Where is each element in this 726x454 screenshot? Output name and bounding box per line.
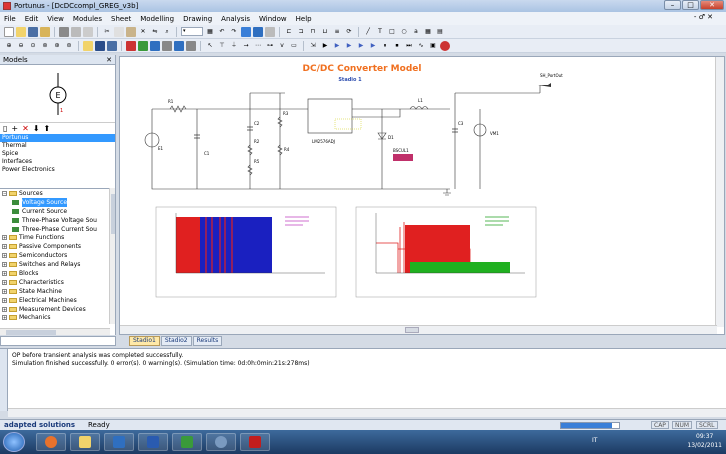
output-panel: [0, 348, 726, 410]
select-arrow-icon[interactable]: ↖: [207, 41, 213, 49]
label-r5: R5: [254, 159, 260, 164]
title-bar: [0, 0, 726, 12]
library-item[interactable]: Thermal: [2, 142, 27, 149]
menu-modules[interactable]: Modules: [72, 14, 103, 23]
align-left-icon[interactable]: ⊏: [286, 27, 292, 35]
remove-icon[interactable]: ✕: [22, 124, 29, 133]
taskbar: [0, 430, 726, 454]
component-icon: [12, 227, 19, 232]
scroll-indicator: SCRL: [696, 421, 718, 429]
wire-icon[interactable]: ⊤: [219, 41, 225, 49]
zoom-in-icon[interactable]: ⊕: [6, 41, 12, 49]
open-icon[interactable]: [16, 27, 26, 37]
print-preview-icon[interactable]: [71, 27, 81, 37]
switch-block[interactable]: [393, 154, 413, 161]
ellipse-icon[interactable]: ○: [401, 27, 407, 35]
op-icon[interactable]: ⏭: [406, 41, 412, 49]
zoom-fit-icon[interactable]: ⊚: [42, 41, 48, 49]
module-icon[interactable]: [253, 27, 263, 37]
status-text: Ready: [88, 421, 110, 429]
move-down-icon[interactable]: ⬇: [32, 124, 40, 133]
module-block-icon[interactable]: ▭: [291, 41, 297, 49]
label-vm1: VM1: [490, 131, 499, 136]
mdi-controls[interactable]: - ♂ ✕: [693, 13, 713, 21]
library-list: [0, 134, 115, 174]
app-icon: [3, 2, 11, 10]
label-r1: R1: [168, 99, 174, 104]
add-icon[interactable]: +: [11, 124, 19, 133]
explorer-taskbar-button[interactable]: [70, 433, 100, 451]
align-bottom-icon[interactable]: ⊔: [322, 27, 328, 35]
tree-item[interactable]: + Blocks: [3, 269, 39, 277]
binoculars-icon[interactable]: ⌕: [165, 27, 169, 35]
label-r3: R3: [283, 111, 289, 116]
minimize-button[interactable]: –: [664, 0, 681, 10]
text-icon[interactable]: T: [378, 27, 382, 35]
folder-icon: [9, 307, 17, 312]
library-item[interactable]: Power Electronics: [2, 166, 55, 173]
grid-view-icon[interactable]: ▤: [437, 27, 443, 35]
rect-icon[interactable]: □: [389, 27, 395, 35]
media-taskbar-button[interactable]: [206, 433, 236, 451]
folder-icon: [9, 298, 17, 303]
arrow-right-icon[interactable]: →: [243, 41, 249, 49]
standard-toolbar: [0, 25, 726, 39]
simulation-toolbar: [0, 39, 726, 53]
folder-icon: [9, 191, 17, 196]
label-icon[interactable]: ⊶: [267, 41, 273, 49]
window-title: Portunus - [DcDCcompl_GREG_v3b]: [14, 2, 139, 10]
record-icon[interactable]: [440, 41, 450, 51]
clock-time: 09:37: [696, 433, 714, 440]
waveform-plot-2[interactable]: [356, 207, 536, 297]
folder-icon: [9, 271, 17, 276]
tree-item[interactable]: Three-Phase Voltage Sou: [0, 216, 110, 225]
doc-icon[interactable]: ▯: [3, 124, 8, 133]
cut-icon[interactable]: ✂: [104, 27, 110, 35]
probe-icon[interactable]: [126, 41, 136, 51]
fast-run-icon[interactable]: ▶: [370, 41, 376, 49]
delete-icon[interactable]: ✕: [140, 27, 146, 35]
expand-icon[interactable]: +: [3, 315, 7, 321]
pause-icon[interactable]: ⏸: [383, 41, 387, 49]
status-bar: [0, 419, 726, 430]
tree-item[interactable]: + Passive Components: [3, 243, 82, 251]
schematic-sheet[interactable]: [120, 57, 717, 327]
tree-item[interactable]: + Measurement Devices: [3, 305, 86, 313]
label-l1: L1: [418, 98, 423, 103]
menu-drawing[interactable]: Drawing: [183, 14, 213, 23]
expand-icon[interactable]: +: [3, 297, 7, 303]
results-icon[interactable]: ▣: [430, 41, 436, 49]
tree-item[interactable]: + Switches and Relays: [3, 261, 81, 269]
step-icon[interactable]: ▶: [334, 41, 340, 49]
folder-icon: [9, 289, 17, 294]
redo-icon[interactable]: ↷: [231, 27, 237, 35]
tree-item[interactable]: + Characteristics: [3, 278, 64, 286]
model-tree: [0, 188, 110, 324]
ic-lm2576[interactable]: [308, 99, 352, 133]
continue-icon[interactable]: ▶: [358, 41, 364, 49]
message-line: OP before transient analysis was completed successfully.: [12, 352, 184, 359]
expand-icon[interactable]: +: [3, 270, 7, 276]
model-preview: [0, 65, 115, 123]
print-icon[interactable]: [59, 27, 69, 37]
chart-icon[interactable]: [150, 41, 160, 51]
menu-bar: [0, 12, 726, 25]
var-icon[interactable]: v: [280, 41, 284, 49]
paste-icon[interactable]: [126, 27, 136, 37]
menu-modelling[interactable]: Modelling: [140, 14, 175, 23]
label-c3: C3: [458, 121, 464, 126]
expand-icon[interactable]: +: [3, 253, 7, 259]
folder-icon: [9, 262, 17, 267]
zoom-all-icon[interactable]: ⊛: [54, 41, 60, 49]
tree-scrollbar[interactable]: [109, 188, 115, 324]
analysis-icon[interactable]: [95, 41, 105, 51]
component-icon: [12, 218, 19, 223]
library-item[interactable]: Interfaces: [2, 158, 32, 165]
message-line: Simulation finished successfully. 0 error(s). 0 warning(s). (Simulation time: 0d:0h:0min:21s:278ms): [12, 360, 310, 367]
component-icon: [12, 209, 19, 214]
port-icon[interactable]: [186, 41, 196, 51]
label-c1: C1: [204, 151, 210, 156]
close-button[interactable]: ✕: [700, 0, 724, 10]
folder-icon: [9, 315, 17, 320]
label-d1: D1: [388, 135, 394, 140]
copy-icon[interactable]: [114, 27, 124, 37]
library-item[interactable]: Portunus: [0, 134, 115, 142]
expand-icon[interactable]: +: [3, 244, 7, 250]
grid-snap-icon[interactable]: ▦: [425, 27, 431, 35]
tree-item[interactable]: Voltage Source: [0, 198, 110, 207]
mirror-icon[interactable]: ⇋: [152, 27, 158, 35]
label-c2: C2: [254, 121, 260, 126]
tree-item[interactable]: + State Machine: [3, 287, 62, 295]
collapse-icon[interactable]: −: [3, 190, 7, 196]
tab-stadio2[interactable]: Stadio2: [161, 336, 192, 346]
port-label: SH_PortOut: [540, 73, 563, 78]
folder-icon: [9, 253, 17, 258]
line-icon[interactable]: ╱: [366, 27, 370, 35]
tree-hscrollbar[interactable]: [0, 328, 110, 335]
progress-bar: [560, 422, 620, 429]
step-into-icon[interactable]: ▶: [346, 41, 352, 49]
component-icon: [12, 200, 19, 205]
tree-item[interactable]: − Sources: [3, 189, 43, 197]
menu-edit[interactable]: Edit: [24, 14, 39, 23]
tree-item[interactable]: Current Source: [0, 207, 110, 216]
canvas-vscrollbar[interactable]: [715, 57, 724, 327]
tree-item[interactable]: Three-Phase Current Sou: [0, 225, 110, 234]
distribute-icon[interactable]: ≡: [334, 27, 340, 35]
menu-window[interactable]: Window: [259, 14, 287, 23]
label-ic: LM2576ADJ: [312, 139, 335, 144]
library-icon[interactable]: [83, 41, 93, 51]
expand-icon[interactable]: +: [3, 306, 7, 312]
label-e1: E1: [158, 146, 164, 151]
bus-icon[interactable]: [174, 41, 184, 51]
undo-icon[interactable]: ↶: [219, 27, 225, 35]
preview-label: E: [55, 91, 61, 100]
menu-help[interactable]: Help: [295, 14, 312, 23]
zoom-window-icon[interactable]: ⊙: [30, 41, 36, 49]
start-button[interactable]: [3, 432, 25, 452]
folder-icon: [9, 280, 17, 285]
find-icon[interactable]: [83, 27, 93, 37]
zoom-page-icon[interactable]: ⊜: [66, 41, 72, 49]
sheet-subtitle: Stadio 1: [338, 77, 362, 83]
folder-icon: [9, 235, 17, 240]
output-hscrollbar[interactable]: [8, 408, 726, 417]
schematic-canvas[interactable]: [119, 56, 725, 335]
save-all-icon[interactable]: [40, 27, 50, 37]
transient-icon[interactable]: [107, 41, 117, 51]
portunus-taskbar-button[interactable]: [172, 433, 202, 451]
expand-icon[interactable]: +: [3, 262, 7, 268]
grid-icon[interactable]: ▦: [207, 27, 213, 35]
expand-icon[interactable]: +: [3, 279, 7, 285]
move-up-icon[interactable]: ⬆: [43, 124, 51, 133]
clock-date: 13/02/2011: [687, 442, 722, 449]
library-item[interactable]: Spice: [2, 150, 19, 157]
tab-stadio1[interactable]: Stadio1: [129, 336, 160, 346]
left-footer: [0, 336, 116, 346]
output-side-label: [0, 349, 8, 411]
tab-results[interactable]: Results: [193, 336, 223, 346]
expand-icon[interactable]: +: [3, 288, 7, 294]
menu-file[interactable]: File: [4, 14, 16, 23]
label-r2: R2: [254, 139, 260, 144]
panel-close-button[interactable]: ✕: [106, 55, 112, 64]
language-indicator[interactable]: IT: [592, 437, 598, 444]
table-icon[interactable]: [265, 27, 275, 37]
word-taskbar-button[interactable]: [138, 433, 168, 451]
sheet-title: DC/DC Converter Model: [302, 64, 422, 74]
num-indicator: NUM: [672, 421, 692, 429]
ground-icon[interactable]: ⏚: [230, 41, 237, 49]
tree-item[interactable]: + Electrical Machines: [3, 296, 77, 304]
panel-title: Models: [3, 55, 28, 64]
run-icon[interactable]: ▶: [322, 41, 328, 49]
panel-tools: [0, 123, 115, 134]
stop-icon[interactable]: ⏹: [395, 41, 399, 49]
maximize-button[interactable]: □: [682, 0, 699, 10]
firefox-taskbar-button[interactable]: [36, 433, 66, 451]
tree-item[interactable]: + Time Functions: [3, 234, 65, 242]
connector-icon[interactable]: ⇲: [310, 41, 316, 49]
menu-view[interactable]: View: [47, 14, 64, 23]
zoom-out-icon[interactable]: ⊖: [18, 41, 24, 49]
new-icon[interactable]: [4, 27, 14, 37]
align-center-icon[interactable]: ⊐: [298, 27, 304, 35]
rotate-icon[interactable]: ⟳: [346, 27, 352, 35]
models-panel: [0, 55, 116, 335]
waveform-icon[interactable]: ∿: [418, 41, 424, 49]
clock[interactable]: [687, 432, 722, 450]
dotted-line-icon[interactable]: ⋯: [255, 41, 261, 49]
align-top-icon[interactable]: ⊓: [310, 27, 316, 35]
sheet-tabs: [129, 336, 222, 346]
save-icon[interactable]: [28, 27, 38, 37]
media-player-taskbar-button[interactable]: [104, 433, 134, 451]
folder-icon: [9, 244, 17, 249]
menu-analysis[interactable]: Analysis: [221, 14, 251, 23]
sheet-icon[interactable]: [241, 27, 251, 37]
tree-item[interactable]: + Semiconductors: [3, 252, 68, 260]
label-r4: R4: [284, 147, 290, 152]
canvas-hscrollbar[interactable]: [120, 325, 717, 334]
abc-icon[interactable]: a: [414, 27, 418, 35]
ground-symbol: [443, 189, 451, 195]
menu-sheet[interactable]: Sheet: [111, 14, 132, 23]
label-switch: BSCUL1: [393, 148, 409, 153]
voltage-source-symbol: [0, 65, 116, 123]
expand-icon[interactable]: +: [3, 235, 7, 241]
preview-number: 1: [60, 108, 64, 114]
zoom-dropdown[interactable]: ▾: [181, 27, 203, 36]
table-view-icon[interactable]: [162, 41, 172, 51]
scope-icon[interactable]: [138, 41, 148, 51]
brand-label: adapted solutions: [4, 421, 76, 429]
caps-indicator: CAP: [651, 421, 669, 429]
waveform-plot-1[interactable]: [156, 207, 336, 297]
tree-item[interactable]: + Mechanics: [3, 314, 51, 322]
pdf-taskbar-button[interactable]: [240, 433, 270, 451]
